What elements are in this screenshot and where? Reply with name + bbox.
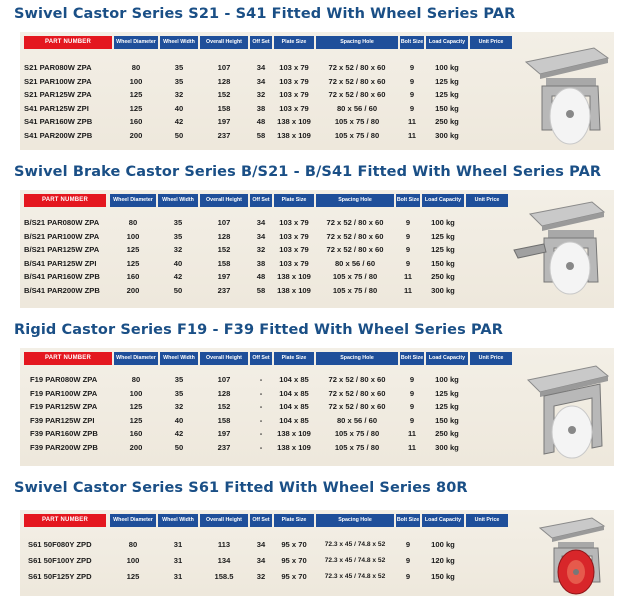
unit-price — [470, 428, 512, 440]
header-bolt-size: Bolt Size — [400, 36, 424, 49]
header-plate-size: Plate Size — [274, 194, 314, 207]
bolt-size: 9 — [409, 76, 415, 86]
wheel-diameter: 100 — [129, 76, 143, 86]
part-number: F19 PAR080W ZPA — [30, 375, 98, 384]
load-capacity: 150 kg — [435, 415, 459, 425]
wheel-diameter: 80 — [128, 218, 138, 227]
load-capacity: 125 kg — [435, 402, 459, 411]
wheel-diameter: 100 — [129, 388, 143, 398]
product-section — [0, 480, 620, 598]
wheel-width: 35 — [173, 231, 183, 241]
spacing-hole: 80 x 56 / 60 — [334, 258, 376, 268]
unit-price — [466, 258, 508, 270]
spacing-hole: 72 x 52 / 80 x 60 — [326, 218, 384, 227]
bolt-size: 9 — [405, 218, 411, 227]
unit-price — [470, 62, 512, 74]
wheel-width: 32 — [173, 245, 183, 254]
bolt-size: 9 — [405, 258, 411, 268]
wheel-width: 50 — [174, 130, 184, 140]
overall-height: 152 — [217, 90, 231, 99]
header-off-set: Off Set — [250, 194, 272, 207]
overall-height: 107 — [217, 63, 231, 72]
part-number: F39 PAR125W ZPI — [30, 415, 95, 425]
spec-table-panel — [20, 190, 614, 308]
part-number: S41 PAR160W ZPB — [24, 117, 93, 126]
part-number: B/S21 PAR080W ZPA — [24, 218, 100, 227]
load-capacity: 100 kg — [435, 375, 459, 384]
wheel-diameter: 200 — [126, 285, 140, 295]
swivel-castor-white-wheel-image — [520, 34, 612, 148]
off-set: 34 — [256, 231, 266, 241]
bolt-size: 9 — [409, 103, 415, 113]
plate-size: 104 x 85 — [279, 388, 309, 398]
header-overall-height: Overall Height — [200, 36, 248, 49]
off-set: 34 — [256, 540, 266, 549]
spacing-hole: 72 x 52 / 80 x 60 — [328, 402, 386, 411]
load-capacity: 100 kg — [431, 540, 455, 549]
overall-height: 107 — [217, 218, 231, 227]
wheel-width: 31 — [173, 556, 183, 565]
load-capacity: 125 kg — [431, 231, 455, 241]
part-number: F19 PAR100W ZPA — [30, 388, 98, 398]
plate-size: 103 x 79 — [279, 90, 309, 99]
wheel-diameter: 80 — [131, 375, 141, 384]
wheel-diameter: 125 — [129, 402, 143, 411]
spacing-hole: 105 x 75 / 80 — [334, 130, 380, 140]
off-set: - — [259, 375, 263, 384]
bolt-size: 11 — [407, 117, 417, 126]
spacing-hole: 72 x 52 / 80 x 60 — [328, 63, 386, 72]
overall-height: 158 — [217, 415, 231, 425]
load-capacity: 150 kg — [435, 103, 459, 113]
plate-size: 103 x 79 — [279, 76, 309, 86]
header-load-capacity: Load Capacity — [422, 194, 464, 207]
plate-size: 103 x 79 — [279, 218, 309, 227]
bolt-size: 9 — [405, 572, 411, 581]
off-set: - — [259, 442, 263, 452]
part-number: S21 PAR125W ZPA — [24, 90, 92, 99]
wheel-diameter: 125 — [126, 245, 140, 254]
wheel-width: 35 — [174, 63, 184, 72]
overall-height: 107 — [217, 375, 231, 384]
product-section — [0, 6, 620, 156]
off-set: 32 — [256, 572, 266, 581]
plate-size: 103 x 79 — [279, 245, 309, 254]
unit-price — [466, 244, 508, 256]
spacing-hole: 72.3 x 45 / 74.8 x 52 — [324, 557, 386, 564]
header-off-set: Off Set — [250, 36, 272, 49]
part-number: B/S21 PAR100W ZPA — [24, 231, 100, 241]
overall-height: 113 — [217, 540, 231, 549]
wheel-diameter: 80 — [131, 63, 141, 72]
header-wheel-width: Wheel Width — [158, 194, 198, 207]
plate-size: 104 x 85 — [279, 415, 309, 425]
load-capacity: 100 kg — [431, 218, 455, 227]
bolt-size: 9 — [409, 90, 415, 99]
header-plate-size: Plate Size — [274, 36, 314, 49]
part-number: S41 PAR200W ZPB — [24, 130, 93, 140]
bolt-size: 9 — [405, 245, 411, 254]
spacing-hole: 72 x 52 / 80 x 60 — [328, 388, 386, 398]
off-set: 58 — [256, 130, 266, 140]
wheel-diameter: 125 — [129, 103, 143, 113]
section-title: Swivel Castor Series S61 Fitted With Wheel Series 80R — [14, 480, 468, 496]
overall-height: 158 — [217, 258, 231, 268]
part-number: B/S41 PAR200W ZPB — [24, 285, 100, 295]
plate-size: 103 x 79 — [279, 63, 309, 72]
unit-price — [470, 116, 512, 128]
off-set: 34 — [256, 76, 266, 86]
plate-size: 95 x 70 — [281, 556, 307, 565]
plate-size: 138 x 109 — [277, 130, 311, 140]
overall-height: 158.5 — [214, 572, 234, 581]
wheel-diameter: 125 — [126, 258, 140, 268]
bolt-size: 9 — [405, 231, 411, 241]
spacing-hole: 72 x 52 / 80 x 60 — [326, 245, 384, 254]
spacing-hole: 72 x 52 / 80 x 60 — [328, 375, 386, 384]
unit-price — [466, 539, 508, 551]
spec-table-panel — [20, 32, 614, 150]
spacing-hole: 72.3 x 45 / 74.8 x 52 — [324, 541, 386, 548]
load-capacity: 125 kg — [435, 76, 459, 86]
product-section — [0, 322, 620, 472]
unit-price — [470, 442, 512, 454]
overall-height: 152 — [217, 245, 231, 254]
header-unit-price: Unit Price — [470, 36, 512, 49]
header-wheel-diameter: Wheel Diameter — [114, 352, 158, 365]
bolt-size: 9 — [409, 388, 415, 398]
off-set: - — [259, 429, 263, 438]
header-spacing-hole: Spacing Hole — [316, 36, 398, 49]
header-overall-height: Overall Height — [200, 194, 248, 207]
off-set: 32 — [256, 245, 266, 254]
spacing-hole: 72.3 x 45 / 74.8 x 52 — [324, 573, 386, 580]
overall-height: 197 — [217, 117, 231, 126]
load-capacity: 300 kg — [431, 285, 455, 295]
part-number: B/S21 PAR125W ZPA — [24, 245, 100, 254]
wheel-diameter: 125 — [126, 572, 140, 581]
wheel-width: 31 — [173, 540, 183, 549]
header-load-capacity: Load Capacity — [422, 514, 464, 527]
swivel-brake-castor-white-wheel-image — [510, 194, 610, 306]
load-capacity: 150 kg — [431, 572, 455, 581]
part-number: S21 PAR100W ZPA — [24, 76, 92, 86]
bolt-size: 11 — [407, 130, 417, 140]
overall-height: 197 — [217, 429, 231, 438]
part-number: B/S41 PAR160W ZPB — [24, 272, 100, 281]
wheel-width: 50 — [173, 285, 183, 295]
unit-price — [466, 231, 508, 243]
part-number: S21 PAR080W ZPA — [24, 63, 92, 72]
spec-table-panel — [20, 348, 614, 466]
load-capacity: 100 kg — [435, 63, 459, 72]
wheel-diameter: 160 — [129, 117, 143, 126]
unit-price — [470, 388, 512, 400]
spec-table-panel — [20, 510, 614, 596]
bolt-size: 9 — [405, 556, 411, 565]
unit-price — [470, 103, 512, 115]
wheel-diameter: 200 — [129, 442, 143, 452]
off-set: 58 — [256, 285, 266, 295]
load-capacity: 300 kg — [435, 130, 459, 140]
header-part-number: PART NUMBER — [24, 36, 112, 49]
overall-height: 237 — [217, 130, 231, 140]
unit-price — [470, 89, 512, 101]
load-capacity: 150 kg — [431, 258, 455, 268]
spacing-hole: 72 x 52 / 80 x 60 — [328, 76, 386, 86]
plate-size: 138 x 109 — [277, 272, 311, 281]
header-load-capacity: Load Capacity — [426, 36, 468, 49]
off-set: 34 — [256, 218, 266, 227]
unit-price — [466, 555, 508, 567]
rigid-castor-white-wheel-image — [520, 354, 612, 464]
bolt-size: 9 — [405, 540, 411, 549]
header-wheel-diameter: Wheel Diameter — [110, 514, 156, 527]
overall-height: 128 — [217, 388, 231, 398]
unit-price — [470, 76, 512, 88]
off-set: 48 — [256, 272, 266, 281]
overall-height: 237 — [217, 285, 231, 295]
unit-price — [470, 401, 512, 413]
wheel-diameter: 100 — [126, 556, 140, 565]
spacing-hole: 105 x 75 / 80 — [334, 429, 380, 438]
plate-size: 138 x 109 — [277, 285, 311, 295]
load-capacity: 250 kg — [435, 117, 459, 126]
unit-price — [470, 374, 512, 386]
bolt-size: 11 — [407, 442, 417, 452]
header-plate-size: Plate Size — [274, 352, 314, 365]
off-set: 38 — [256, 103, 266, 113]
header-spacing-hole: Spacing Hole — [316, 514, 394, 527]
wheel-width: 35 — [173, 218, 183, 227]
unit-price — [466, 217, 508, 229]
plate-size: 103 x 79 — [279, 258, 309, 268]
unit-price — [470, 415, 512, 427]
header-bolt-size: Bolt Size — [400, 352, 424, 365]
off-set: 34 — [256, 556, 266, 565]
off-set: 38 — [256, 258, 266, 268]
header-off-set: Off Set — [250, 352, 272, 365]
bolt-size: 9 — [409, 375, 415, 384]
load-capacity: 300 kg — [435, 442, 459, 452]
swivel-castor-red-wheel-image — [530, 512, 612, 596]
off-set: 48 — [256, 117, 266, 126]
spacing-hole: 72 x 52 / 80 x 60 — [326, 231, 384, 241]
spacing-hole: 105 x 75 / 80 — [334, 442, 380, 452]
overall-height: 128 — [217, 231, 231, 241]
wheel-width: 35 — [174, 388, 184, 398]
part-number: F19 PAR125W ZPA — [30, 402, 98, 411]
plate-size: 95 x 70 — [281, 540, 307, 549]
section-title: Swivel Brake Castor Series B/S21 - B/S41 Fitted With Wheel Series PAR — [14, 164, 602, 180]
header-load-capacity: Load Capacity — [426, 352, 468, 365]
wheel-width: 42 — [173, 272, 183, 281]
overall-height: 152 — [217, 402, 231, 411]
header-wheel-width: Wheel Width — [160, 352, 198, 365]
bolt-size: 9 — [409, 415, 415, 425]
section-title: Swivel Castor Series S21 - S41 Fitted With Wheel Series PAR — [14, 6, 516, 22]
header-wheel-diameter: Wheel Diameter — [110, 194, 156, 207]
wheel-width: 50 — [174, 442, 184, 452]
unit-price — [466, 285, 508, 297]
wheel-width: 40 — [174, 415, 184, 425]
part-number: F39 PAR160W ZPB — [30, 429, 98, 438]
header-part-number: PART NUMBER — [24, 514, 106, 527]
header-off-set: Off Set — [250, 514, 272, 527]
load-capacity: 125 kg — [431, 245, 455, 254]
bolt-size: 9 — [409, 63, 415, 72]
off-set: 32 — [256, 90, 266, 99]
part-number: S61 50F100Y ZPD — [28, 556, 92, 565]
part-number: S61 50F080Y ZPD — [28, 540, 92, 549]
load-capacity: 250 kg — [431, 272, 455, 281]
plate-size: 138 x 109 — [277, 442, 311, 452]
wheel-width: 42 — [174, 429, 184, 438]
wheel-diameter: 160 — [126, 272, 140, 281]
wheel-width: 40 — [173, 258, 183, 268]
wheel-width: 32 — [174, 402, 184, 411]
header-overall-height: Overall Height — [200, 514, 248, 527]
wheel-diameter: 125 — [129, 415, 143, 425]
wheel-diameter: 200 — [129, 130, 143, 140]
plate-size: 103 x 79 — [279, 231, 309, 241]
wheel-width: 31 — [173, 572, 183, 581]
unit-price — [470, 130, 512, 142]
spacing-hole: 80 x 56 / 60 — [336, 415, 378, 425]
plate-size: 104 x 85 — [279, 375, 309, 384]
spacing-hole: 72 x 52 / 80 x 60 — [328, 90, 386, 99]
plate-size: 138 x 109 — [277, 117, 311, 126]
header-wheel-width: Wheel Width — [158, 514, 198, 527]
plate-size: 138 x 109 — [277, 429, 311, 438]
header-overall-height: Overall Height — [200, 352, 248, 365]
spacing-hole: 105 x 75 / 80 — [334, 117, 380, 126]
bolt-size: 11 — [403, 285, 413, 295]
wheel-diameter: 125 — [129, 90, 143, 99]
part-number: F39 PAR200W ZPB — [30, 442, 98, 452]
header-part-number: PART NUMBER — [24, 194, 106, 207]
header-bolt-size: Bolt Size — [396, 514, 420, 527]
overall-height: 128 — [217, 76, 231, 86]
load-capacity: 120 kg — [431, 556, 455, 565]
off-set: - — [259, 402, 263, 411]
unit-price — [466, 271, 508, 283]
header-wheel-diameter: Wheel Diameter — [114, 36, 158, 49]
load-capacity: 125 kg — [435, 90, 459, 99]
spacing-hole: 105 x 75 / 80 — [332, 285, 378, 295]
overall-height: 158 — [217, 103, 231, 113]
off-set: 34 — [256, 63, 266, 72]
bolt-size: 11 — [403, 272, 413, 281]
header-unit-price: Unit Price — [470, 352, 512, 365]
header-spacing-hole: Spacing Hole — [316, 194, 394, 207]
section-title: Rigid Castor Series F19 - F39 Fitted With Wheel Series PAR — [14, 322, 503, 338]
product-section — [0, 164, 620, 314]
wheel-width: 40 — [174, 103, 184, 113]
overall-height: 237 — [217, 442, 231, 452]
plate-size: 103 x 79 — [279, 103, 309, 113]
part-number: S41 PAR125W ZPI — [24, 103, 89, 113]
header-part-number: PART NUMBER — [24, 352, 112, 365]
bolt-size: 9 — [409, 402, 415, 411]
overall-height: 134 — [217, 556, 231, 565]
wheel-width: 35 — [174, 76, 184, 86]
wheel-diameter: 100 — [126, 231, 140, 241]
header-plate-size: Plate Size — [274, 514, 314, 527]
header-unit-price: Unit Price — [466, 514, 508, 527]
header-spacing-hole: Spacing Hole — [316, 352, 398, 365]
unit-price — [466, 571, 508, 583]
part-number: B/S41 PAR125W ZPI — [24, 258, 97, 268]
spacing-hole: 80 x 56 / 60 — [336, 103, 378, 113]
off-set: - — [259, 388, 263, 398]
load-capacity: 250 kg — [435, 429, 459, 438]
wheel-width: 42 — [174, 117, 184, 126]
wheel-diameter: 160 — [129, 429, 143, 438]
header-bolt-size: Bolt Size — [396, 194, 420, 207]
part-number: S61 50F125Y ZPD — [28, 572, 92, 581]
wheel-width: 35 — [174, 375, 184, 384]
off-set: - — [259, 415, 263, 425]
wheel-width: 32 — [174, 90, 184, 99]
plate-size: 104 x 85 — [279, 402, 309, 411]
overall-height: 197 — [217, 272, 231, 281]
header-wheel-width: Wheel Width — [160, 36, 198, 49]
load-capacity: 125 kg — [435, 388, 459, 398]
wheel-diameter: 80 — [128, 540, 138, 549]
header-unit-price: Unit Price — [466, 194, 508, 207]
plate-size: 95 x 70 — [281, 572, 307, 581]
spacing-hole: 105 x 75 / 80 — [332, 272, 378, 281]
bolt-size: 11 — [407, 429, 417, 438]
